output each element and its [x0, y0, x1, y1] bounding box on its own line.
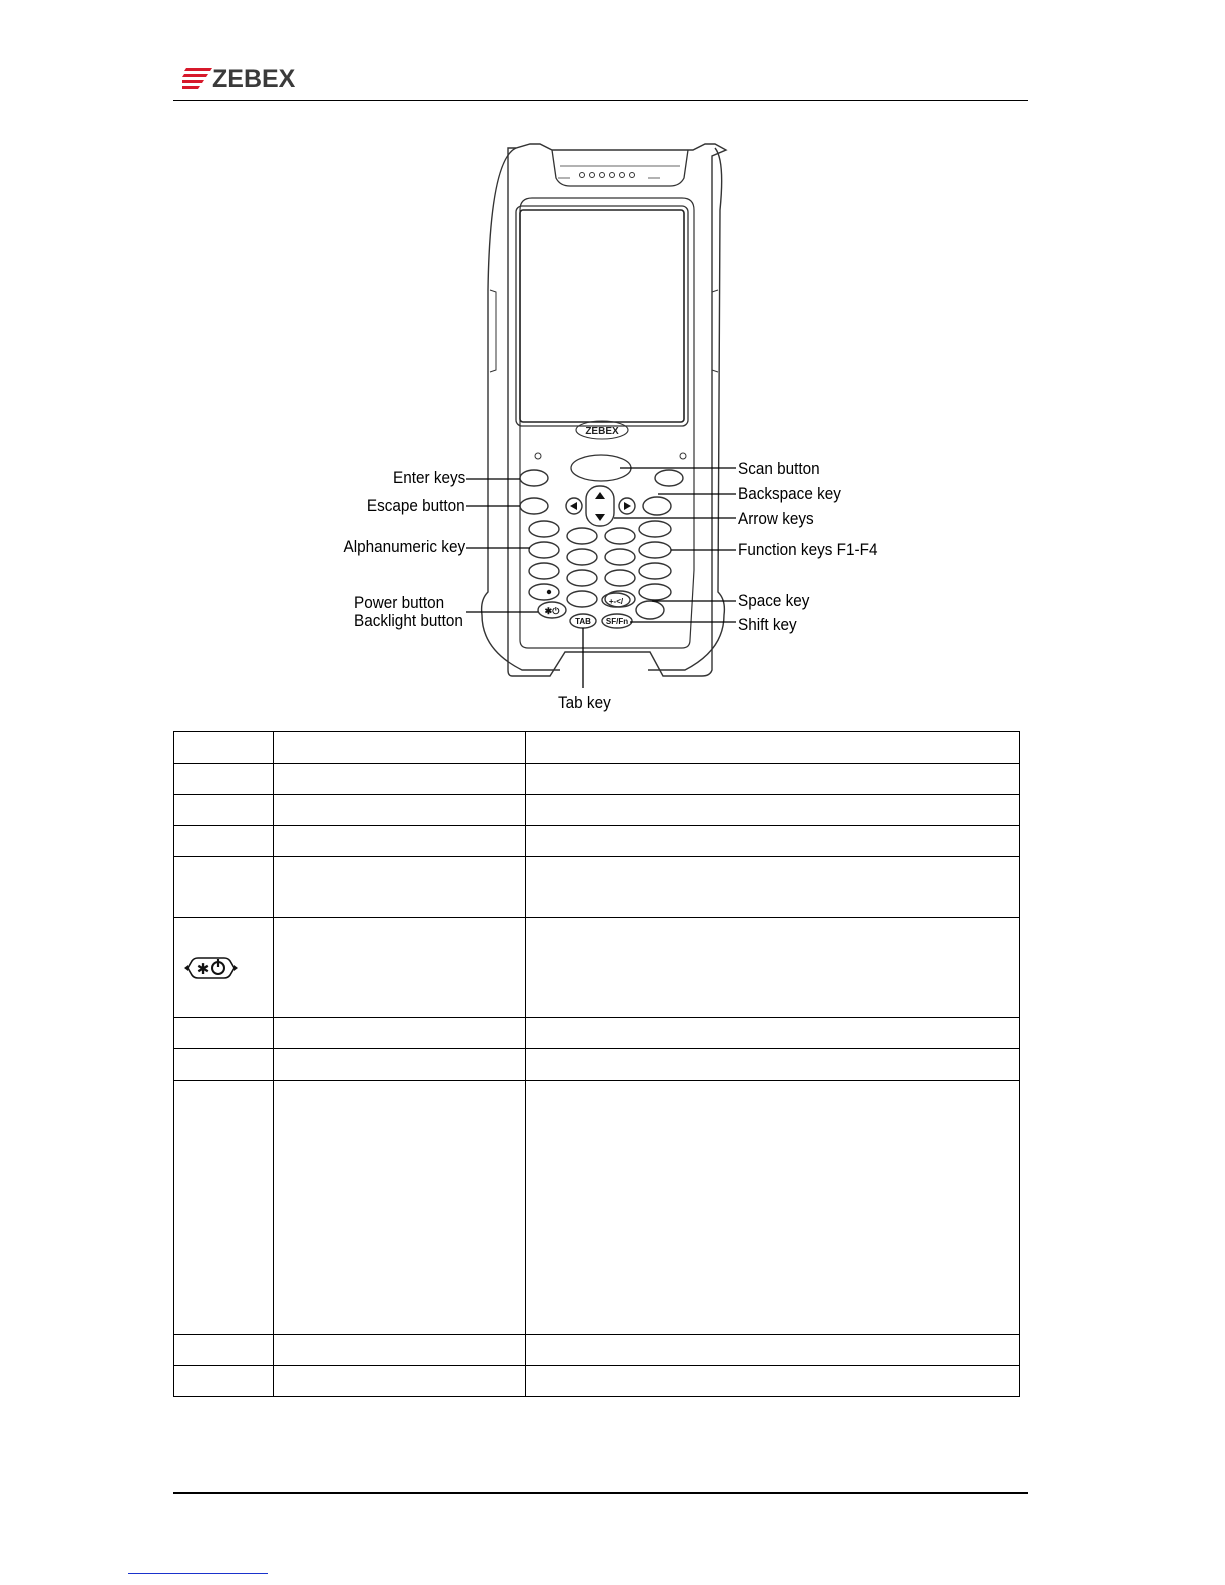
callout-shift: Shift key [738, 615, 797, 634]
space-key [636, 601, 664, 619]
device-top-cap [552, 150, 688, 186]
callout-power: Power button [354, 593, 445, 612]
device-logo-text: ZEBEX [585, 426, 619, 437]
led-right [680, 453, 686, 459]
led-left [535, 453, 541, 459]
table-row [174, 918, 1020, 1018]
callout-backspace: Backspace key [738, 484, 841, 503]
table-row [174, 1081, 1020, 1335]
backspace-key [643, 497, 671, 515]
device-drawing [330, 140, 930, 720]
svg-text:✱: ✱ [196, 959, 210, 978]
callout-space: Space key [738, 591, 810, 610]
power-key-cell [174, 918, 274, 1018]
table-row [174, 732, 1020, 764]
device-figure [330, 140, 930, 720]
f-top-right-key [655, 470, 683, 486]
device-shell-right [648, 148, 724, 670]
callout-leaders [466, 468, 736, 688]
logo-stripes-icon [182, 64, 216, 94]
footer-link-underline[interactable] [128, 1573, 268, 1574]
callout-tab: Tab key [558, 693, 611, 712]
svg-text:✱⏻: ✱⏻ [544, 606, 560, 616]
callout-function: Function keys F1-F4 [738, 540, 878, 559]
escape-key [520, 498, 548, 514]
brand-name: ZEBEX [212, 65, 296, 93]
table-row [174, 857, 1020, 918]
enter-key [520, 470, 548, 486]
table-row [174, 1366, 1020, 1397]
power-backlight-key-icon [182, 953, 240, 983]
function-key-2 [639, 542, 671, 558]
callout-enter: Enter keys [392, 468, 465, 487]
callout-alphanumeric: Alphanumeric key [343, 537, 465, 556]
table-row [174, 1335, 1020, 1366]
device-face [520, 198, 694, 648]
dot-key-mark [547, 590, 551, 594]
function-key-3 [639, 563, 671, 579]
function-key-1 [639, 521, 671, 537]
table-row [174, 795, 1020, 826]
function-key-4 [639, 584, 671, 600]
header-divider [173, 100, 1028, 101]
callout-escape: Escape button [367, 496, 465, 515]
key-description-table [173, 731, 1020, 1397]
alphanumeric-keypad [529, 521, 635, 607]
device-screen [516, 206, 688, 426]
footer-divider [173, 1492, 1028, 1494]
callout-arrows: Arrow keys [738, 509, 814, 528]
callout-scan: Scan button [738, 459, 820, 478]
tab-key-label: TAB [575, 617, 591, 626]
device-speaker-holes [558, 173, 660, 179]
table-row [174, 1049, 1020, 1081]
table-row [174, 826, 1020, 857]
svg-text:+-</: +-</ [608, 597, 624, 606]
callout-backlight: Backlight button [354, 611, 463, 630]
table-row [174, 1018, 1020, 1049]
table-row [174, 764, 1020, 795]
zebex-logo [182, 64, 298, 94]
shift-key-label: SF/Fn [605, 617, 629, 626]
